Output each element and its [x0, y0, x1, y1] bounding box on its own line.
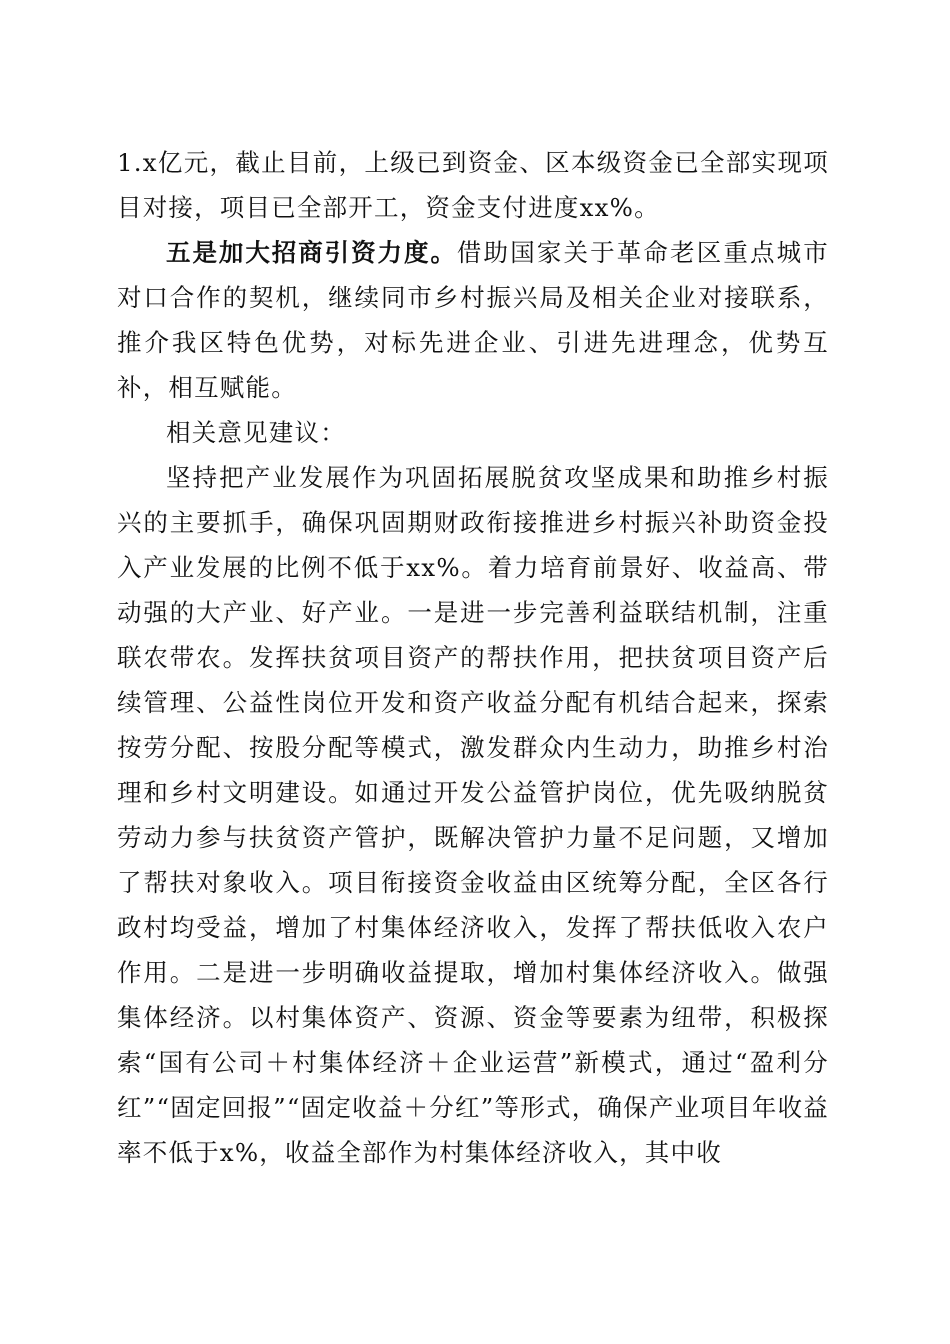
paragraph-text: 借助国家关于革命老区重点城市对口合作的契机，继续同市乡村振兴局及相关企业对接联系，推介我区特色优势，对标先进企业、引进先进理念，优势互补，相互赋能。: [117, 238, 829, 402]
paragraph-lead-heading: 五是加大招商引资力度。: [166, 238, 457, 267]
document-body: [117, 140, 829, 1175]
paragraph-text: 坚持把产业发展作为巩固拓展脱贫攻坚成果和助推乡村振兴的主要抓手，确保巩固期财政衔接推进乡村振兴补助资金投入产业发展的比例不低于xx%。着力培育前景好、收益高、带动强的大产业、好产业。一是进一步完善利益联结机制，注重联农带农。发挥扶贫项目资产的帮扶作用，把扶贫项目资产后续管理、公益性岗位开发和资产收益分配有机结合起来，探索按劳分配、按股分配等模式，激发群众内生动力，助推乡村治理和乡村文明建设。如通过开发公益管护岗位，优先吸纳脱贫劳动力参与扶贫资产管护，既解决管护力量不足问题，又增加了帮扶对象收入。项目衔接资金收益由区统筹分配，全区各行政村均受益，增加了村集体经济收入，发挥了帮扶低收入农户作用。二是进一步明确收益提取，增加村集体经济收入。做强集体经济。以村集体资产、资源、资金等要素为纽带，积极探索“国有公司＋村集体经济＋企业运营”新模式，通过“盈利分红”“固定回报”“固定收益＋分红”等形式，确保产业项目年收益率不低于x%，收益全部作为村集体经济收入，其中收: [117, 463, 829, 1167]
paragraph-investment-promotion: [117, 230, 829, 410]
paragraph-text: 相关意见建议：: [166, 418, 346, 447]
paragraph-suggestions-heading: [117, 410, 829, 455]
paragraph-funding-progress: [117, 140, 829, 230]
paragraph-industry-development: [117, 455, 829, 1175]
paragraph-text: 1.x亿元，截止目前，上级已到资金、区本级资金已全部实现项目对接，项目已全部开工，资金支付进度xx%。: [117, 148, 829, 222]
